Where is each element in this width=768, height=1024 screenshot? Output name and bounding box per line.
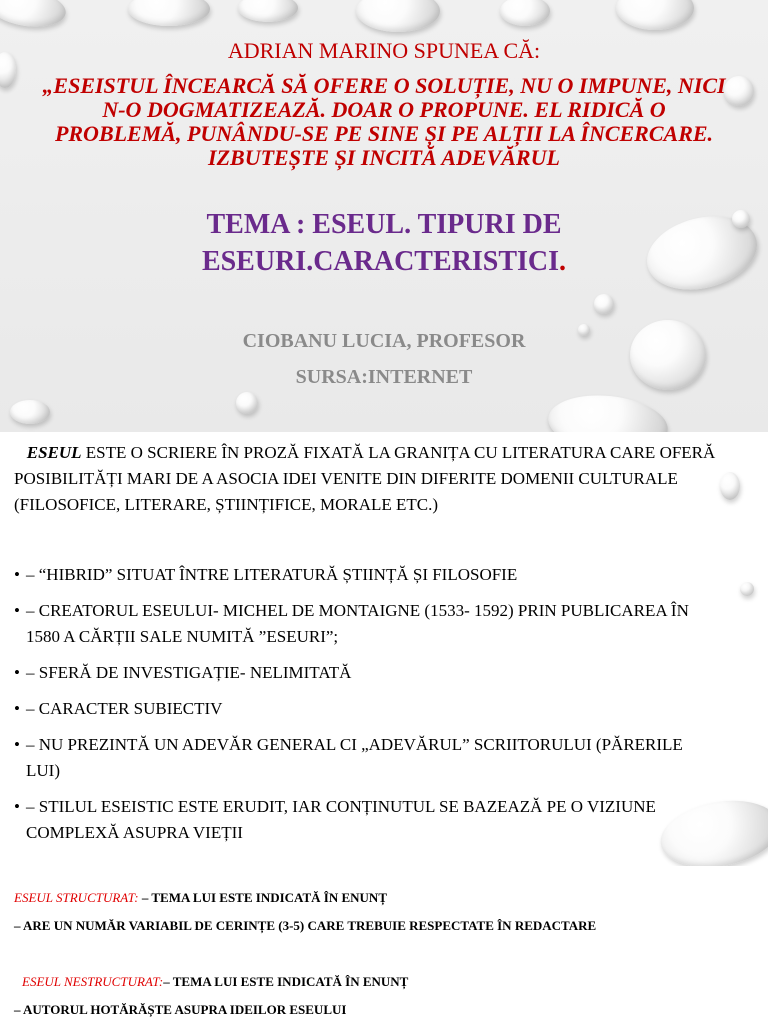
list-item: • – NU PREZINTĂ UN ADEVĂR GENERAL CI „ADEVĂRUL” SCRIITORULUI (PĂRERILE LUI) (14, 732, 704, 784)
water-drop-decoration (740, 582, 754, 596)
unstructured-essay-line-1 (22, 974, 762, 990)
water-drop-decoration (128, 0, 210, 26)
quote-text: „ESEISTUL ÎNCEARCĂ SĂ OFERE O SOLUȚIE, NU O IMPUNE, NICI N-O DOGMATIZEAZĂ. DOAR O PROPUNE. EL RIDICĂ O PROBLEMĂ, PUNÂNDU-SE PE SINE ȘI PE ALȚII LA ÎNCERCARE. IZBUTEȘTE ȘI INCITĂ ADEVĂRUL (42, 73, 726, 170)
topic-title (100, 206, 668, 280)
unstructured-essay-desc-1: – TEMA LUI ESTE INDICATĂ ÎN ENUNȚ (163, 974, 409, 989)
water-drop-decoration (616, 0, 694, 30)
water-drop-decoration (500, 0, 550, 26)
unstructured-essay-term: ESEUL NESTRUCTURAT: (22, 974, 164, 989)
list-item: • – CARACTER SUBIECTIV (14, 696, 704, 722)
content-slide (0, 432, 768, 866)
structured-essay-line-1 (14, 890, 754, 906)
water-drop-decoration (236, 392, 258, 414)
topic-title-dot: . (559, 246, 567, 277)
unstructured-essay-line-2: – AUTORUL HOTĂRĂȘTE ASUPRA IDEILOR ESEULUI (14, 1002, 347, 1017)
quote-author: ADRIAN MARINO SPUNEA CĂ: (227, 38, 541, 63)
definition-term: ESEUL (26, 443, 82, 462)
list-item: • – CREATORUL ESEULUI- MICHEL DE MONTAIGNE (1533- 1592) PRIN PUBLICAREA ÎN 1580 A CĂRȚII SALE NUMITĂ ”ESEURI”; (14, 598, 704, 650)
essay-definition (14, 440, 734, 518)
water-drop-decoration (594, 294, 614, 314)
water-drop-decoration (10, 400, 50, 424)
list-item: • – “HIBRID” SITUAT ÎNTRE LITERATURĂ ȘTIINȚĂ ȘI FILOSOFIE (14, 562, 704, 588)
water-drop-decoration (0, 0, 68, 31)
characteristics-list (14, 562, 704, 856)
source-line: SURSA:INTERNET (295, 366, 473, 388)
structured-essay-term: ESEUL STRUCTURAT: (14, 890, 139, 905)
author-line: CIOBANU LUCIA, PROFESOR (242, 330, 526, 352)
title-slide (0, 0, 768, 432)
structured-essay-desc-1: – TEMA LUI ESTE INDICATĂ ÎN ENUNȚ (138, 890, 387, 905)
structured-essay-line-2: – ARE UN NUMĂR VARIABIL DE CERINȚE (3-5) CARE TREBUIE RESPECTATE ÎN REDACTARE (14, 918, 597, 933)
water-drop-decoration (732, 210, 750, 228)
essay-types-slide (0, 866, 768, 1024)
definition-text: ESTE O SCRIERE ÎN PROZĂ FIXATĂ LA GRANIȚA CU LITERATURA CARE OFERĂ POSIBILITĂȚI MARI DE A ASOCIA IDEI VENITE DIN DIFERITE DOMENII CULTURALE (FILOSOFICE, LITERARE, ȘTIINȚIFICE, MORALE ETC.) (14, 443, 716, 514)
water-drop-decoration (238, 0, 298, 22)
list-item: • – SFERĂ DE INVESTIGAȚIE- NELIMITATĂ (14, 660, 704, 686)
water-drop-decoration (724, 76, 754, 106)
topic-title-text: TEMA : ESEUL. TIPURI DE ESEURI.CARACTERISTICI (201, 209, 562, 277)
list-item: • – STILUL ESEISTIC ESTE ERUDIT, IAR CONȚINUTUL SE BAZEAZĂ PE O VIZIUNE COMPLEXĂ ASUPRA VIEȚII (14, 794, 704, 846)
water-drop-decoration (545, 390, 670, 432)
water-drop-decoration (356, 0, 440, 32)
